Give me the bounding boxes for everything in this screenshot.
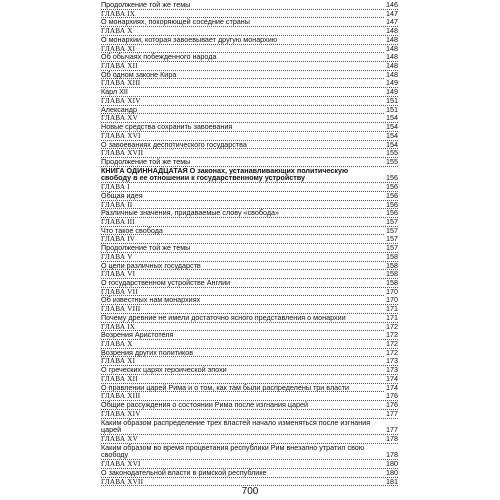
toc-entry-title: ГЛАВА I bbox=[101, 183, 130, 192]
toc-entry-title: ГЛАВА X bbox=[101, 27, 133, 36]
toc-entry-page: 178 bbox=[386, 433, 398, 443]
toc-entry-page: 176 bbox=[386, 400, 398, 410]
toc-entry-page: 157 bbox=[386, 234, 398, 244]
toc-entry-title: Что такое свобода bbox=[101, 225, 163, 235]
toc-entry-page: 156 bbox=[386, 173, 398, 183]
toc-entry-page: 171 bbox=[386, 312, 398, 322]
toc-entry-title: О цели различных государств bbox=[101, 260, 201, 270]
toc-entry-title: ГЛАВА II bbox=[101, 200, 133, 209]
toc-entry-page: 154 bbox=[386, 139, 398, 149]
toc-entry-page: 156 bbox=[386, 190, 398, 200]
toc-entry-page: 154 bbox=[386, 122, 398, 132]
toc-entry-title: ГЛАВА XII bbox=[101, 62, 138, 71]
toc-entry-page: 146 bbox=[386, 0, 398, 9]
toc-entry-title: ГЛАВА IX bbox=[101, 9, 136, 18]
toc-entry-page: 147 bbox=[386, 17, 398, 27]
toc-entry-title: ГЛАВА IX bbox=[101, 322, 136, 331]
toc-chapter-entry bbox=[101, 183, 398, 192]
toc-entry-page: 158 bbox=[386, 278, 398, 287]
toc-entry-title: О завоеваниях деспотического государства bbox=[101, 139, 247, 149]
table-of-contents bbox=[101, 1, 398, 486]
toc-entry-page: 181 bbox=[386, 476, 398, 486]
toc-entry-page: 148 bbox=[386, 69, 398, 79]
toc-entry bbox=[101, 444, 398, 460]
toc-entry-title: О монархиях, покоряющей соседние страны bbox=[101, 17, 250, 27]
toc-entry bbox=[101, 469, 398, 478]
toc-entry-page: 174 bbox=[386, 382, 398, 392]
toc-entry-page: 180 bbox=[386, 459, 398, 469]
toc-entry-page: 158 bbox=[386, 260, 398, 270]
toc-entry-title: ГЛАВА IV bbox=[101, 235, 136, 244]
toc-entry-title: ГЛАВА XII bbox=[101, 374, 138, 383]
toc-entry bbox=[101, 279, 398, 288]
toc-entry-title: Общие рассуждения о состоянии Рима после изгнания царей bbox=[101, 400, 309, 410]
toc-entry-title: Продолжение той же темы bbox=[101, 156, 191, 166]
toc-entry-title: ГЛАВА VIII bbox=[101, 305, 141, 314]
toc-entry-page: 148 bbox=[386, 43, 398, 53]
toc-entry-title: ГЛАВА XVI bbox=[101, 460, 141, 469]
toc-entry bbox=[101, 384, 398, 393]
toc-entry-title: Об обычаях побежденного народа bbox=[101, 52, 217, 62]
toc-entry-title: Возрения других политиков bbox=[101, 347, 194, 357]
toc-entry bbox=[101, 106, 398, 115]
toc-entry bbox=[101, 262, 398, 271]
toc-entry-title: ГЛАВА XI bbox=[101, 357, 136, 366]
page-number: 700 bbox=[241, 486, 259, 497]
toc-entry-page: 174 bbox=[386, 373, 398, 383]
toc-entry-title: Каким образом во время процветания республики Рим внезапно утратил свою свободу bbox=[101, 442, 365, 460]
toc-entry-title: Александр bbox=[101, 104, 137, 114]
toc-entry-title: ГЛАВА XVI bbox=[101, 131, 141, 140]
toc-entry-title: Различные значения, придаваемые слову «свобода» bbox=[101, 208, 280, 218]
toc-entry-page: 180 bbox=[386, 467, 398, 477]
toc-entry-page: 156 bbox=[386, 208, 398, 218]
toc-entry-title: КНИГА ОДИННАДЦАТАЯ О законах, устанавливающих политическую свободу в ее отношении к государственному устройству bbox=[101, 165, 349, 183]
toc-entry-page: 148 bbox=[386, 61, 398, 71]
toc-entry-title: ГЛАВА XVII bbox=[101, 149, 144, 158]
toc-entry-title: Карл XII bbox=[101, 87, 128, 97]
toc-entry-title: Общая идея bbox=[101, 190, 143, 200]
toc-entry bbox=[101, 227, 398, 236]
toc-entry-title: ГЛАВА XI bbox=[101, 44, 136, 53]
toc-entry-title: О законодательной власти в римской республике bbox=[101, 467, 267, 477]
toc-entry-title: ГЛАВА VII bbox=[101, 287, 138, 296]
toc-entry-page: 156 bbox=[386, 182, 398, 192]
toc-entry-title: ГЛАВА X bbox=[101, 340, 133, 349]
toc-entry-title: Возрения Аристотеля bbox=[101, 330, 174, 340]
toc-entry-page: 172 bbox=[386, 330, 398, 340]
toc-entry bbox=[101, 71, 398, 80]
toc-entry-page: 177 bbox=[386, 408, 398, 418]
toc-entry bbox=[101, 331, 398, 340]
toc-entry-title: О монархии, которая завоевывает другую монархию bbox=[101, 34, 278, 44]
toc-entry-page: 154 bbox=[386, 113, 398, 123]
toc-entry-title: О правлении царей Рима и о том, как там были распределены три власти bbox=[101, 382, 350, 392]
toc-entry-page: 149 bbox=[386, 78, 398, 88]
toc-entry-title: ГЛАВА XVII bbox=[101, 477, 144, 486]
toc-chapter-entry bbox=[101, 97, 398, 106]
toc-entry bbox=[101, 401, 398, 410]
toc-entry bbox=[101, 314, 398, 323]
toc-entry bbox=[101, 209, 398, 218]
toc-entry-page: 156 bbox=[386, 199, 398, 209]
toc-entry bbox=[101, 141, 398, 150]
toc-entry-page: 173 bbox=[386, 356, 398, 366]
toc-entry-page: 151 bbox=[386, 95, 398, 105]
toc-entry-title: Об одном законе Кира bbox=[101, 69, 177, 79]
toc-entry-title: ГЛАВА XIV bbox=[101, 409, 141, 418]
toc-entry-title: ГЛАВА XIII bbox=[101, 392, 141, 401]
toc-entry-page: 148 bbox=[386, 26, 398, 36]
toc-entry-page: 178 bbox=[386, 450, 398, 460]
toc-entry-page: 173 bbox=[386, 365, 398, 375]
toc-entry-title: ГЛАВА XIV bbox=[101, 96, 141, 105]
toc-entry-page: 170 bbox=[386, 286, 398, 296]
toc-entry bbox=[101, 192, 398, 201]
toc-entry-page: 149 bbox=[386, 87, 398, 97]
toc-entry bbox=[101, 296, 398, 305]
toc-entry-page: 171 bbox=[386, 304, 398, 314]
toc-entry-title: ГЛАВА XV bbox=[101, 434, 138, 443]
toc-entry bbox=[101, 123, 398, 132]
toc-entry-page: 177 bbox=[386, 425, 398, 435]
toc-entry-page: 147 bbox=[386, 8, 398, 18]
toc-entry-title: ГЛАВА XIII bbox=[101, 79, 141, 88]
toc-entry-page: 158 bbox=[386, 251, 398, 261]
toc-entry-title: Продолжение той же темы bbox=[101, 243, 191, 253]
toc-entry-title: ГЛАВА V bbox=[101, 252, 133, 261]
toc-entry-page: 155 bbox=[386, 156, 398, 166]
toc-entry bbox=[101, 244, 398, 253]
toc-chapter-entry bbox=[101, 478, 398, 487]
toc-entry-page: 172 bbox=[386, 347, 398, 357]
toc-entry-title: О государственном устройстве Англии bbox=[101, 278, 231, 287]
toc-book-heading bbox=[101, 167, 398, 183]
toc-entry-page: 157 bbox=[386, 216, 398, 226]
toc-entry-title: Об известных нам монархиях bbox=[101, 295, 201, 305]
toc-entry-page: 155 bbox=[386, 148, 398, 158]
toc-entry-page: 157 bbox=[386, 225, 398, 235]
toc-entry-page: 158 bbox=[386, 269, 398, 279]
toc-entry bbox=[101, 36, 398, 45]
toc-entry-title: Продолжение той же темы bbox=[101, 0, 191, 9]
toc-entry bbox=[101, 53, 398, 62]
toc-entry-title: О греческих царях героической эпохи bbox=[101, 365, 227, 375]
toc-entry-title: Почему древние не имели достаточно ясного представления о монархии bbox=[101, 312, 346, 322]
toc-entry-title: ГЛАВА III bbox=[101, 217, 135, 226]
toc-entry bbox=[101, 366, 398, 375]
toc-entry-page: 154 bbox=[386, 130, 398, 140]
toc-entry-page: 172 bbox=[386, 339, 398, 349]
toc-entry bbox=[101, 88, 398, 97]
toc-entry-title: Новые средства сохранить завоевания bbox=[101, 122, 233, 132]
toc-entry-page: 157 bbox=[386, 243, 398, 253]
toc-entry-title: ГЛАВА VI bbox=[101, 270, 136, 279]
toc-entry-title: Каким образом распределение трех властей начало изменяться после изгнания царей bbox=[101, 417, 371, 435]
toc-entry bbox=[101, 419, 398, 435]
toc-entry-page: 148 bbox=[386, 34, 398, 44]
toc-entry bbox=[101, 1, 398, 10]
toc-entry-page: 172 bbox=[386, 321, 398, 331]
toc-entry-page: 148 bbox=[386, 52, 398, 62]
toc-entry-page: 151 bbox=[386, 104, 398, 114]
toc-entry-page: 176 bbox=[386, 391, 398, 401]
toc-entry-page: 170 bbox=[386, 295, 398, 305]
toc-entry-title: ГЛАВА XV bbox=[101, 114, 138, 123]
toc-entry bbox=[101, 349, 398, 358]
toc-chapter-entry bbox=[101, 79, 398, 88]
toc-entry bbox=[101, 18, 398, 27]
